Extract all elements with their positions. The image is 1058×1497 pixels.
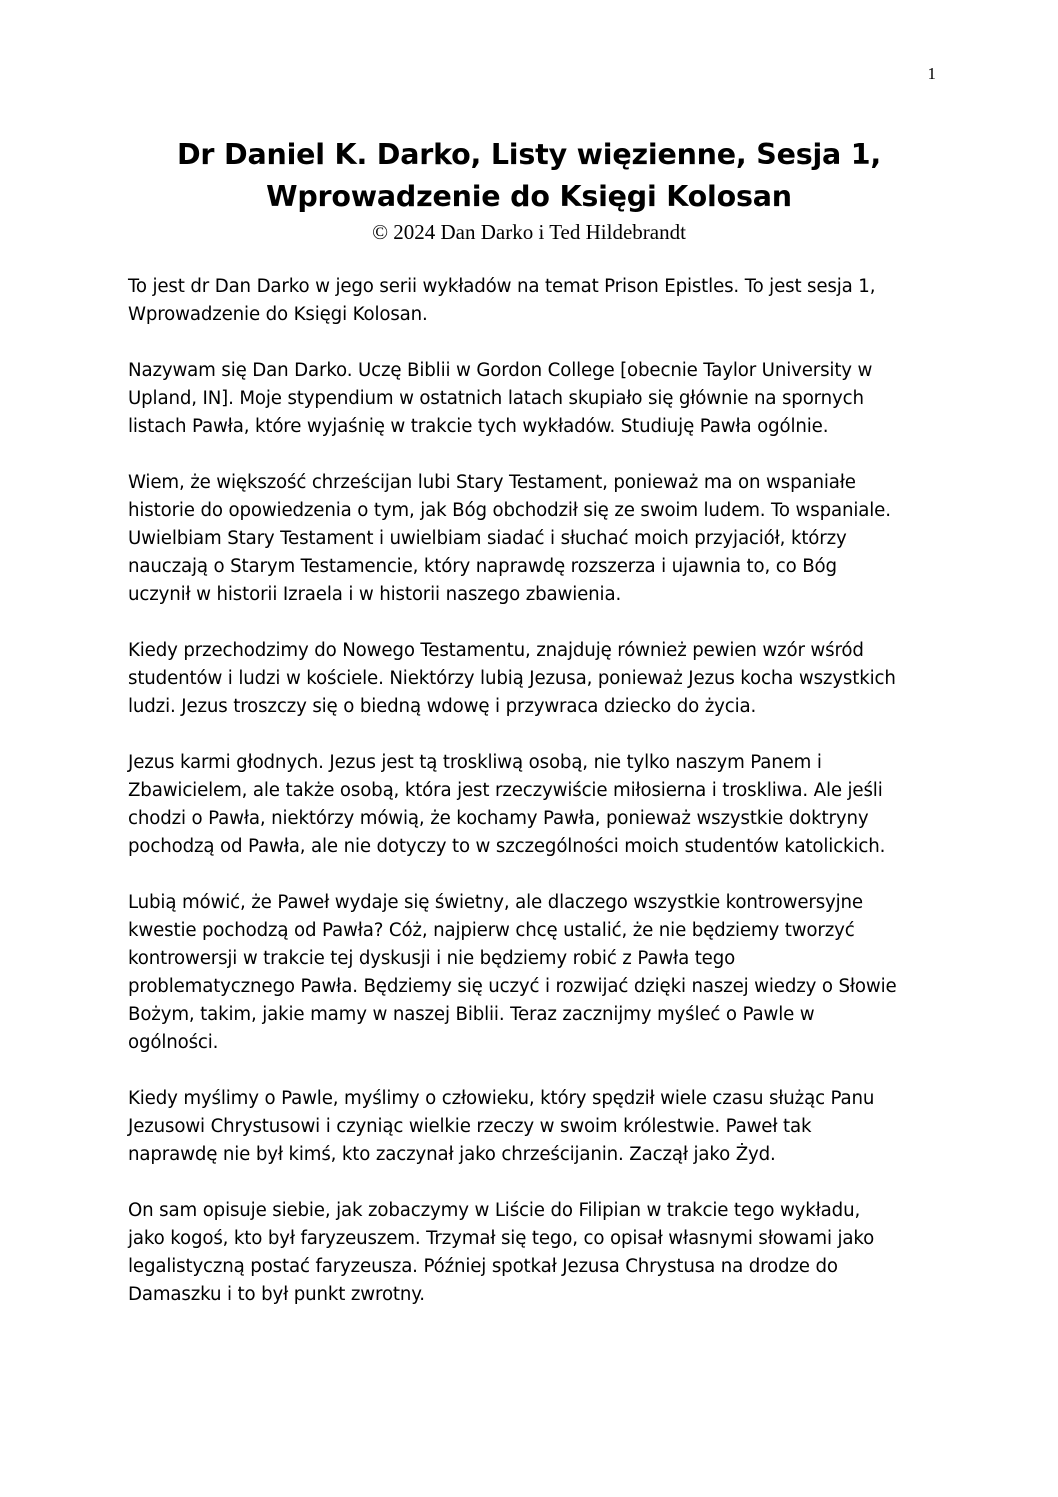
paragraph-line: kwestie pochodzą od Pawła? Cóż, najpierw chcę ustalić, że nie będziemy tworzyć (128, 920, 855, 941)
paragraph-line: To jest dr Dan Darko w jego serii wykładów na temat Prison Epistles. To jest sesja 1, (128, 276, 876, 297)
paragraph-line: studentów i ludzi w kościele. Niektórzy lubią Jezusa, ponieważ Jezus kocha wszystkich (128, 668, 896, 689)
document-title-line-2: Wprowadzenie do Księgi Kolosan (266, 180, 792, 213)
paragraph-line: Uwielbiam Stary Testament i uwielbiam siadać i słuchać moich przyjaciół, którzy (128, 528, 847, 549)
paragraph-line: nauczają o Starym Testamencie, który naprawdę rozszerza i ujawnia to, co Bóg (128, 556, 837, 577)
document-header (0, 134, 1058, 246)
paragraph-line: historie do opowiedzenia o tym, jak Bóg obchodził się ze swoim ludem. To wspaniale. (128, 500, 891, 521)
paragraph-line: Upland, IN]. Moje stypendium w ostatnich latach skupiało się głównie na spornych (128, 388, 864, 409)
paragraph (128, 469, 948, 609)
paragraph-line: chodzi o Pawła, niektórzy mówią, że kochamy Pawła, ponieważ wszystkie doktryny (128, 808, 869, 829)
paragraph (128, 1085, 948, 1169)
paragraph-line: ogólności. (128, 1032, 219, 1053)
paragraph-line: listach Pawła, które wyjaśnię w trakcie tych wykładów. Studiuję Pawła ogólnie. (128, 416, 829, 437)
document-body (128, 273, 948, 1337)
paragraph (128, 273, 948, 329)
paragraph (128, 1197, 948, 1309)
paragraph-line: Kiedy myślimy o Pawle, myślimy o człowieku, który spędził wiele czasu służąc Panu (128, 1088, 875, 1109)
paragraph-line: Lubią mówić, że Paweł wydaje się świetny, ale dlaczego wszystkie kontrowersyjne (128, 892, 863, 913)
paragraph-line: kontrowersji w trakcie tej dyskusji i nie będziemy robić z Pawła tego (128, 948, 736, 969)
paragraph-line: naprawdę nie był kimś, kto zaczynał jako chrześcijanin. Zaczął jako Żyd. (128, 1144, 776, 1165)
paragraph-line: Wprowadzenie do Księgi Kolosan. (128, 304, 428, 325)
page-number: 1 (927, 64, 936, 83)
paragraph-line: Damaszku i to był punkt zwrotny. (128, 1284, 425, 1305)
paragraph-line: uczynił w historii Izraela i w historii naszego zbawienia. (128, 584, 622, 605)
paragraph-line: Jezus karmi głodnych. Jezus jest tą troskliwą osobą, nie tylko naszym Panem i (128, 752, 822, 773)
paragraph-line: problematycznego Pawła. Będziemy się uczyć i rozwijać dzięki naszej wiedzy o Słowie (128, 976, 897, 997)
paragraph-line: pochodzą od Pawła, ale nie dotyczy to w szczególności moich studentów katolickich. (128, 836, 886, 857)
paragraph-line: Wiem, że większość chrześcijan lubi Stary Testament, ponieważ ma on wspaniałe (128, 472, 856, 493)
paragraph (128, 889, 948, 1057)
paragraph-line: Nazywam się Dan Darko. Uczę Biblii w Gordon College [obecnie Taylor University w (128, 360, 873, 381)
paragraph (128, 749, 948, 861)
paragraph-line: On sam opisuje siebie, jak zobaczymy w Liście do Filipian w trakcie tego wykładu, (128, 1200, 861, 1221)
paragraph (128, 357, 948, 441)
document-title-line-1: Dr Daniel K. Darko, Listy więzienne, Sesja 1, (176, 138, 882, 171)
paragraph (128, 637, 948, 721)
paragraph-line: ludzi. Jezus troszczy się o biedną wdowę i przywraca dziecko do życia. (128, 696, 757, 717)
copyright-notice: © 2024 Dan Darko i Ted Hildebrandt (372, 220, 686, 244)
paragraph-line: legalistyczną postać faryzeusza. Później spotkał Jezusa Chrystusa na drodze do (128, 1256, 838, 1277)
paragraph-line: Zbawicielem, ale także osobą, która jest rzeczywiście miłosierna i troskliwa. Ale jeśli (128, 780, 883, 801)
paragraph-line: Bożym, takim, jakie mamy w naszej Biblii. Teraz zacznijmy myśleć o Pawle w (128, 1004, 815, 1025)
paragraph-line: Jezusowi Chrystusowi i czyniąc wielkie rzeczy w swoim królestwie. Paweł tak (128, 1116, 812, 1137)
paragraph-line: jako kogoś, kto był faryzeuszem. Trzymał się tego, co opisał własnymi słowami jako (128, 1228, 875, 1249)
paragraph-line: Kiedy przechodzimy do Nowego Testamentu, znajduję również pewien wzór wśród (128, 640, 864, 661)
